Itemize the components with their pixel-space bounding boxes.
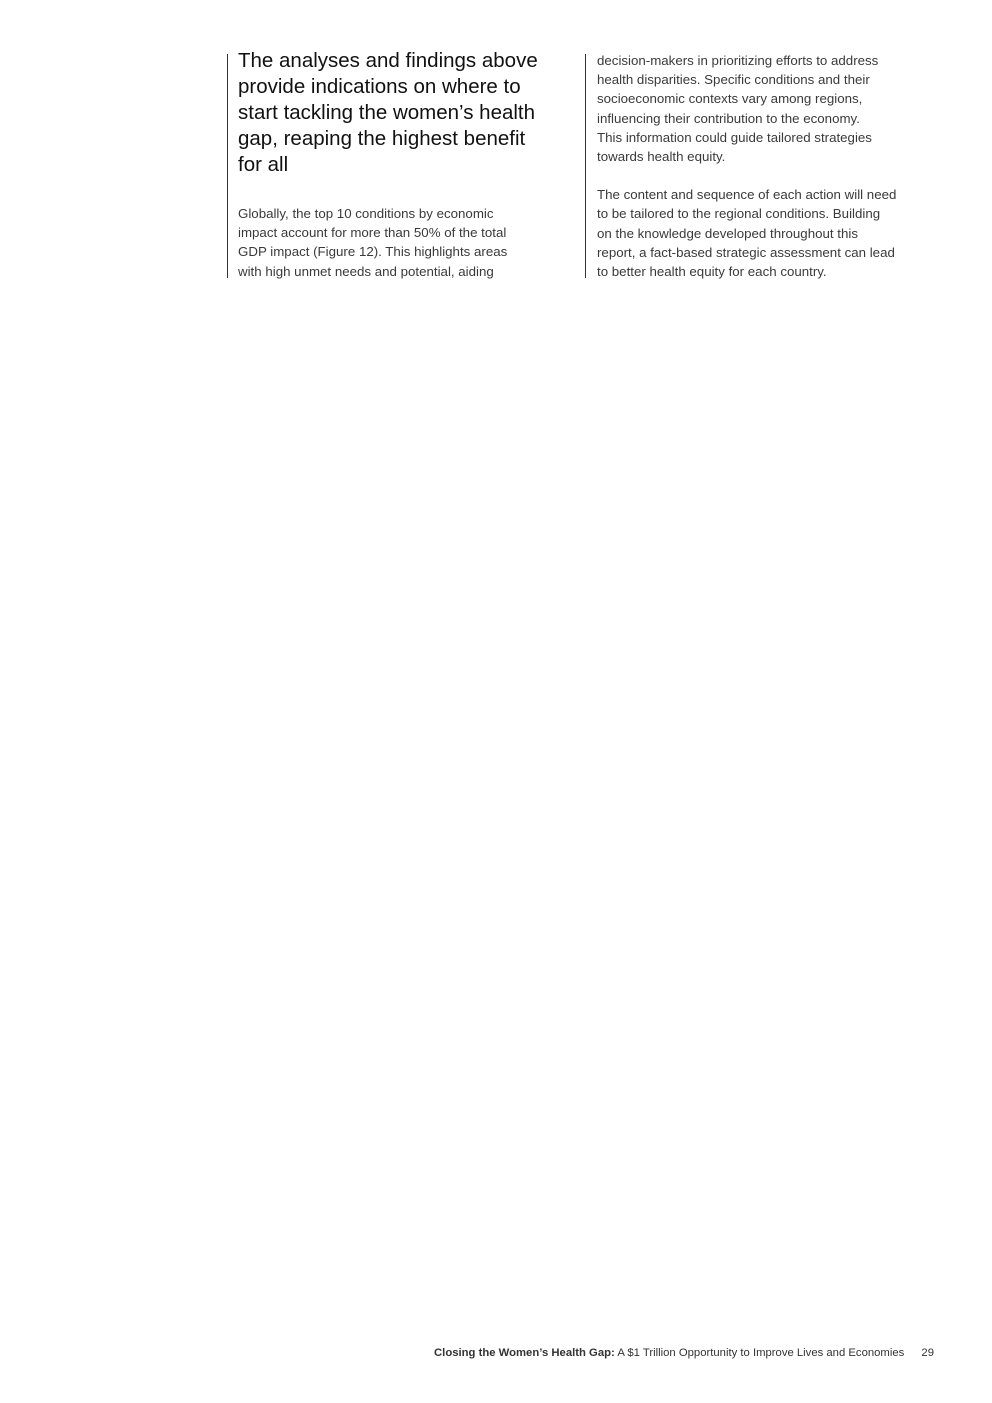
- right-column-rule: [585, 54, 586, 278]
- paragraph-line: influencing their contribution to the economy.: [597, 110, 860, 126]
- page-number: 29: [921, 1347, 934, 1359]
- heading-line: The analyses and findings above: [238, 49, 538, 72]
- paragraph-line: GDP impact (Figure 12). This highlights areas: [238, 244, 508, 260]
- footer-report-title: Closing the Women’s Health Gap:: [434, 1347, 615, 1359]
- body-paragraph-left: [238, 204, 573, 281]
- paragraph-line: to better health equity for each country.: [597, 264, 827, 280]
- section-heading: [238, 48, 573, 178]
- right-column: [597, 51, 942, 281]
- paragraph-line: on the knowledge developed throughout this: [597, 225, 858, 241]
- heading-line: provide indications on where to: [238, 75, 521, 98]
- body-paragraph-right-2: [597, 185, 942, 281]
- paragraph-line: report, a fact-based strategic assessment can lead: [597, 244, 895, 260]
- left-column: [238, 48, 573, 281]
- paragraph-line: socioeconomic contexts vary among regions,: [597, 91, 863, 107]
- footer-report-subtitle: A $1 Trillion Opportunity to Improve Lives and Economies: [617, 1347, 905, 1359]
- paragraph-line: The content and sequence of each action will need: [597, 187, 897, 203]
- page-footer: [434, 1346, 934, 1360]
- body-paragraph-right-1: [597, 51, 942, 166]
- paragraph-line: Globally, the top 10 conditions by economic: [238, 206, 494, 221]
- paragraph-line: health disparities. Specific conditions and their: [597, 72, 870, 88]
- paragraph-line: to be tailored to the regional conditions. Building: [597, 206, 881, 222]
- paragraph-line: with high unmet needs and potential, aiding: [238, 263, 494, 279]
- paragraph-line: impact account for more than 50% of the total: [238, 225, 507, 241]
- heading-line: gap, reaping the highest benefit: [238, 127, 526, 150]
- left-column-rule: [227, 54, 228, 278]
- paragraph-line: decision-makers in prioritizing efforts to address: [597, 53, 879, 68]
- heading-line: for all: [238, 153, 289, 176]
- heading-line: start tackling the women’s health: [238, 101, 536, 124]
- paragraph-line: towards health equity.: [597, 149, 726, 165]
- paragraph-line: This information could guide tailored strategies: [597, 129, 872, 145]
